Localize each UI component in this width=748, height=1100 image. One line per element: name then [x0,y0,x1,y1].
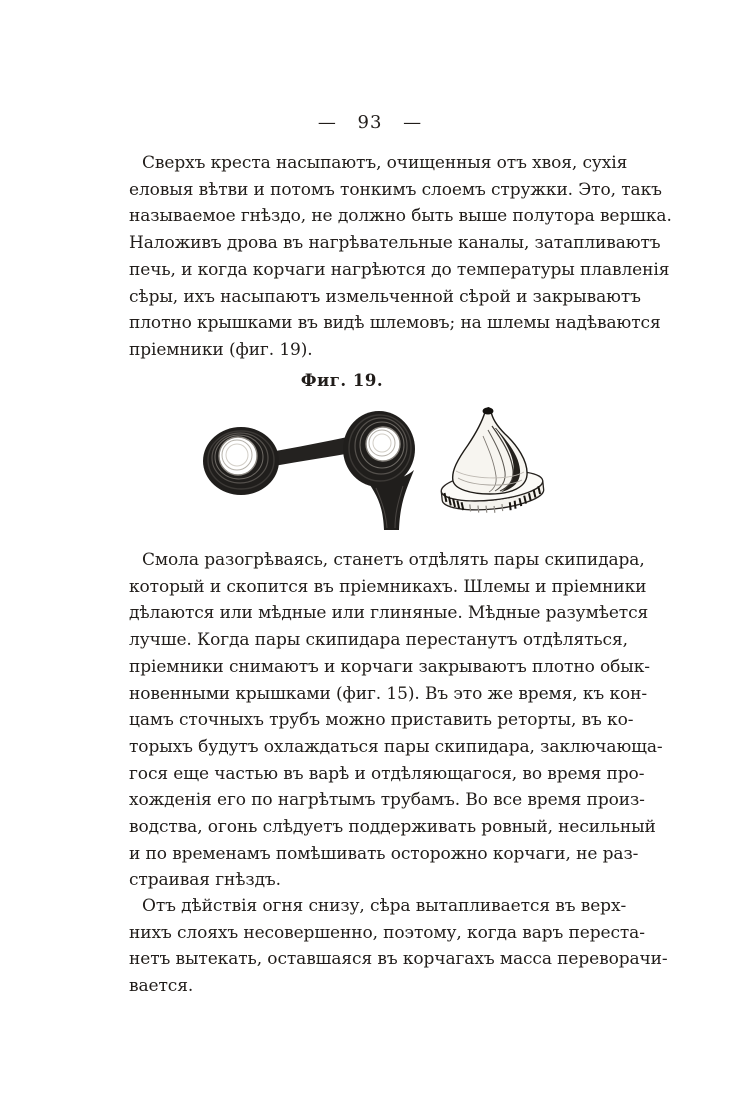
page-number: — 93 — [317,112,423,133]
text-line: вается. [129,976,194,997]
text-line: дѣлаются или мѣдные или глиняные. Мѣдные разумѣется [129,603,649,624]
figure-19-svg [200,396,550,538]
helmet-lid-engraving [440,408,546,519]
text-line: Отъ дѣйствія огня снизу, сѣра вытапливается въ верх- [142,896,627,916]
text-line: нетъ вытекать, оставшаяся въ корчагахъ масса переворачи- [129,949,668,970]
text-line: Наложивъ дрова въ нагрѣвательные каналы, затапливаютъ [129,233,661,254]
text-line: печь, и когда корчаги нагрѣются до температуры плавленія [129,259,670,280]
text-line: плотно крышками въ видѣ шлемовъ; на шлемы надѣваются [129,313,661,334]
text-line: нихъ слояхъ несовершенно, поэтому, когда варъ переста- [129,922,645,943]
double-receiver-engraving [203,411,415,530]
text-line: хожденія его по нагрѣтымъ трубамъ. Во все время произ- [129,790,645,811]
text-line: Смола разогрѣваясь, станетъ отдѣлять пары скипидара, [142,550,645,570]
text-line: и по временамъ помѣшивать осторожно корчаги, не раз- [129,843,639,864]
text-line: страивая гнѣздъ. [129,870,281,891]
text-line: пріемники снимаютъ и корчаги закрываютъ плотно обык- [129,656,650,677]
paragraph-2 [129,547,663,894]
paragraph-1 [129,150,672,364]
text-line: водства, огонь слѣдуетъ поддерживать ровный, несильный [129,817,656,838]
text-line: который и скопится въ пріемникахъ. Шлемы и пріемники [129,576,647,597]
text-line: пріемники (фиг. 19). [129,339,313,360]
figure-19-illustration [200,396,550,538]
text-line: цамъ сточныхъ трубъ можно приставить реторты, въ ко- [129,710,634,731]
text-line: Сверхъ креста насыпаютъ, очищенныя отъ хвоя, сухія [142,153,628,173]
text-line: сѣры, ихъ насыпаютъ измельченной сѣрой и закрываютъ [129,286,641,307]
text-line: еловыя вѣтви и потомъ тонкимъ слоемъ стружки. Это, такъ [129,179,662,200]
text-line: новенными крышками (фиг. 15). Въ это же время, къ кон- [129,683,647,704]
paragraph-3 [129,893,668,1000]
text-line: лучше. Когда пары скипидара перестанутъ отдѣляться, [129,630,628,651]
figure-caption: Фиг. 19. [300,371,384,390]
text-line: гося еще частью въ варѣ и отдѣляющагося, во время про- [129,763,645,784]
text-line: торыхъ будутъ охлаждаться пары скипидара, заключающа- [129,736,663,757]
text-line: называемое гнѣздо, не должно быть выше полутора вершка. [129,206,672,227]
